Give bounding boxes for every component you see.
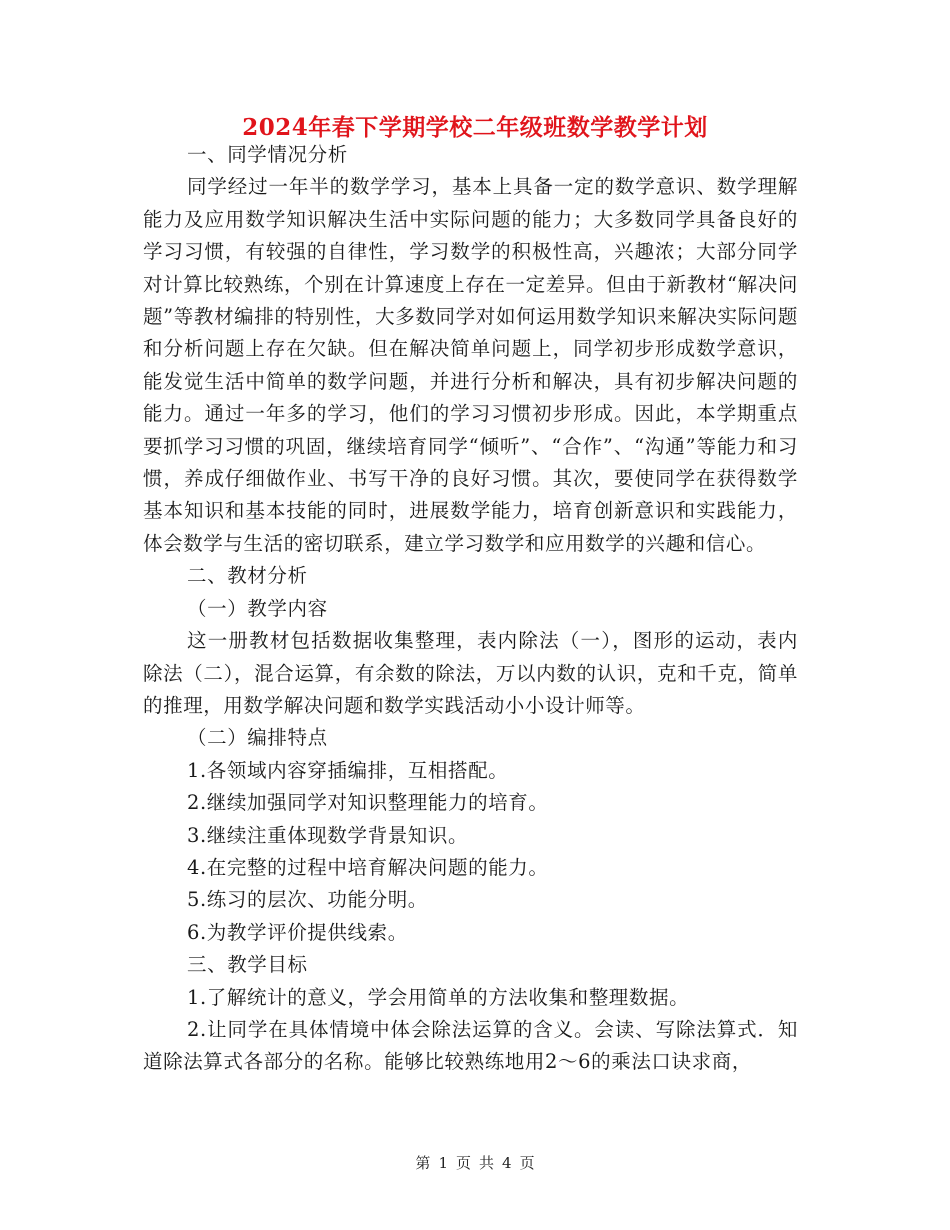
footer-page-unit: 页 (455, 1154, 471, 1172)
list-item: 3.继续注重体现数学背景知识。 (187, 823, 469, 847)
document-title: 2024年春下学期学校二年级班数学教学计划 (242, 114, 708, 141)
footer-total-unit: 页 (519, 1154, 535, 1172)
list-item: 6.为教学评价提供线索。 (187, 920, 408, 944)
footer-page-label: 第 (415, 1154, 431, 1172)
subheading-teaching-content: （一）教学内容 (187, 596, 328, 620)
document-body (143, 139, 798, 1079)
section-heading-teaching-goals: 三、教学目标 (187, 953, 308, 977)
footer-page-total: 4 (502, 1154, 512, 1172)
section-heading-student-analysis: 一、同学情况分析 (187, 143, 348, 166)
section-heading-textbook-analysis: 二、教材分析 (187, 564, 308, 588)
list-item: 4.在完整的过程中培育解决问题的能力。 (187, 855, 549, 879)
footer-total-label: 共 (479, 1154, 495, 1172)
paragraph-student-analysis: 同学经过一年半的数学学习，基本上具备一定的数学意识、数学理解能力及应用数学知识解决生活中实际问题的能力；大多数同学具备良好的学习习惯，有较强的自律性，学习数学的积极性高，兴趣浓；大部分同学对计算比较熟练，个别在计算速度上存在一定差异。但由于新教材“解决问题”等教材编排的特别性，大多数同学对如何运用数学知识来解决实际问题和分析问题上存在欠缺。但在解决简单问题上，同学初步形成数学意识，能发觉生活中简单的数学问题，并进行分析和解决，具有初步解决问题的能力。通过一年多的学习，他们的学习习惯初步形成。因此，本学期重点要抓学习习惯的巩固，继续培育同学“倾听”、“合作”、“沟通”等能力和习惯，养成仔细做作业、书写干净的良好习惯。其次，要使同学在获得数学基本知识和基本技能的同时，进展数学能力，培育创新意识和实践能力，体会数学与生活的密切联系，建立学习数学和应用数学的兴趣和信心。 (143, 175, 798, 555)
paragraph-teaching-content: 这一册教材包括数据收集整理，表内除法（一），图形的运动，表内除法（二），混合运算，有余数的除法，万以内数的认识，克和千克，简单的推理，用数学解决问题和数学实践活动小小设计师等。 (143, 629, 798, 717)
footer-page-current: 1 (438, 1154, 448, 1172)
subheading-layout-features: （二）编排特点 (187, 726, 328, 750)
list-item: 1.了解统计的意义，学会用简单的方法收集和整理数据。 (187, 985, 690, 1009)
list-item: 1.各领域内容穿插编排，互相搭配。 (187, 758, 509, 782)
list-item: 2.继续加强同学对知识整理能力的培育。 (187, 791, 549, 815)
page-footer (0, 1153, 950, 1173)
list-item: 5.练习的层次、功能分明。 (187, 888, 428, 912)
list-item: 2.让同学在具体情境中体会除法运算的含义。会读、写除法算式．知道除法算式各部分的名称。能够比较熟练地用2～6的乘法口诀求商， (143, 1017, 798, 1074)
